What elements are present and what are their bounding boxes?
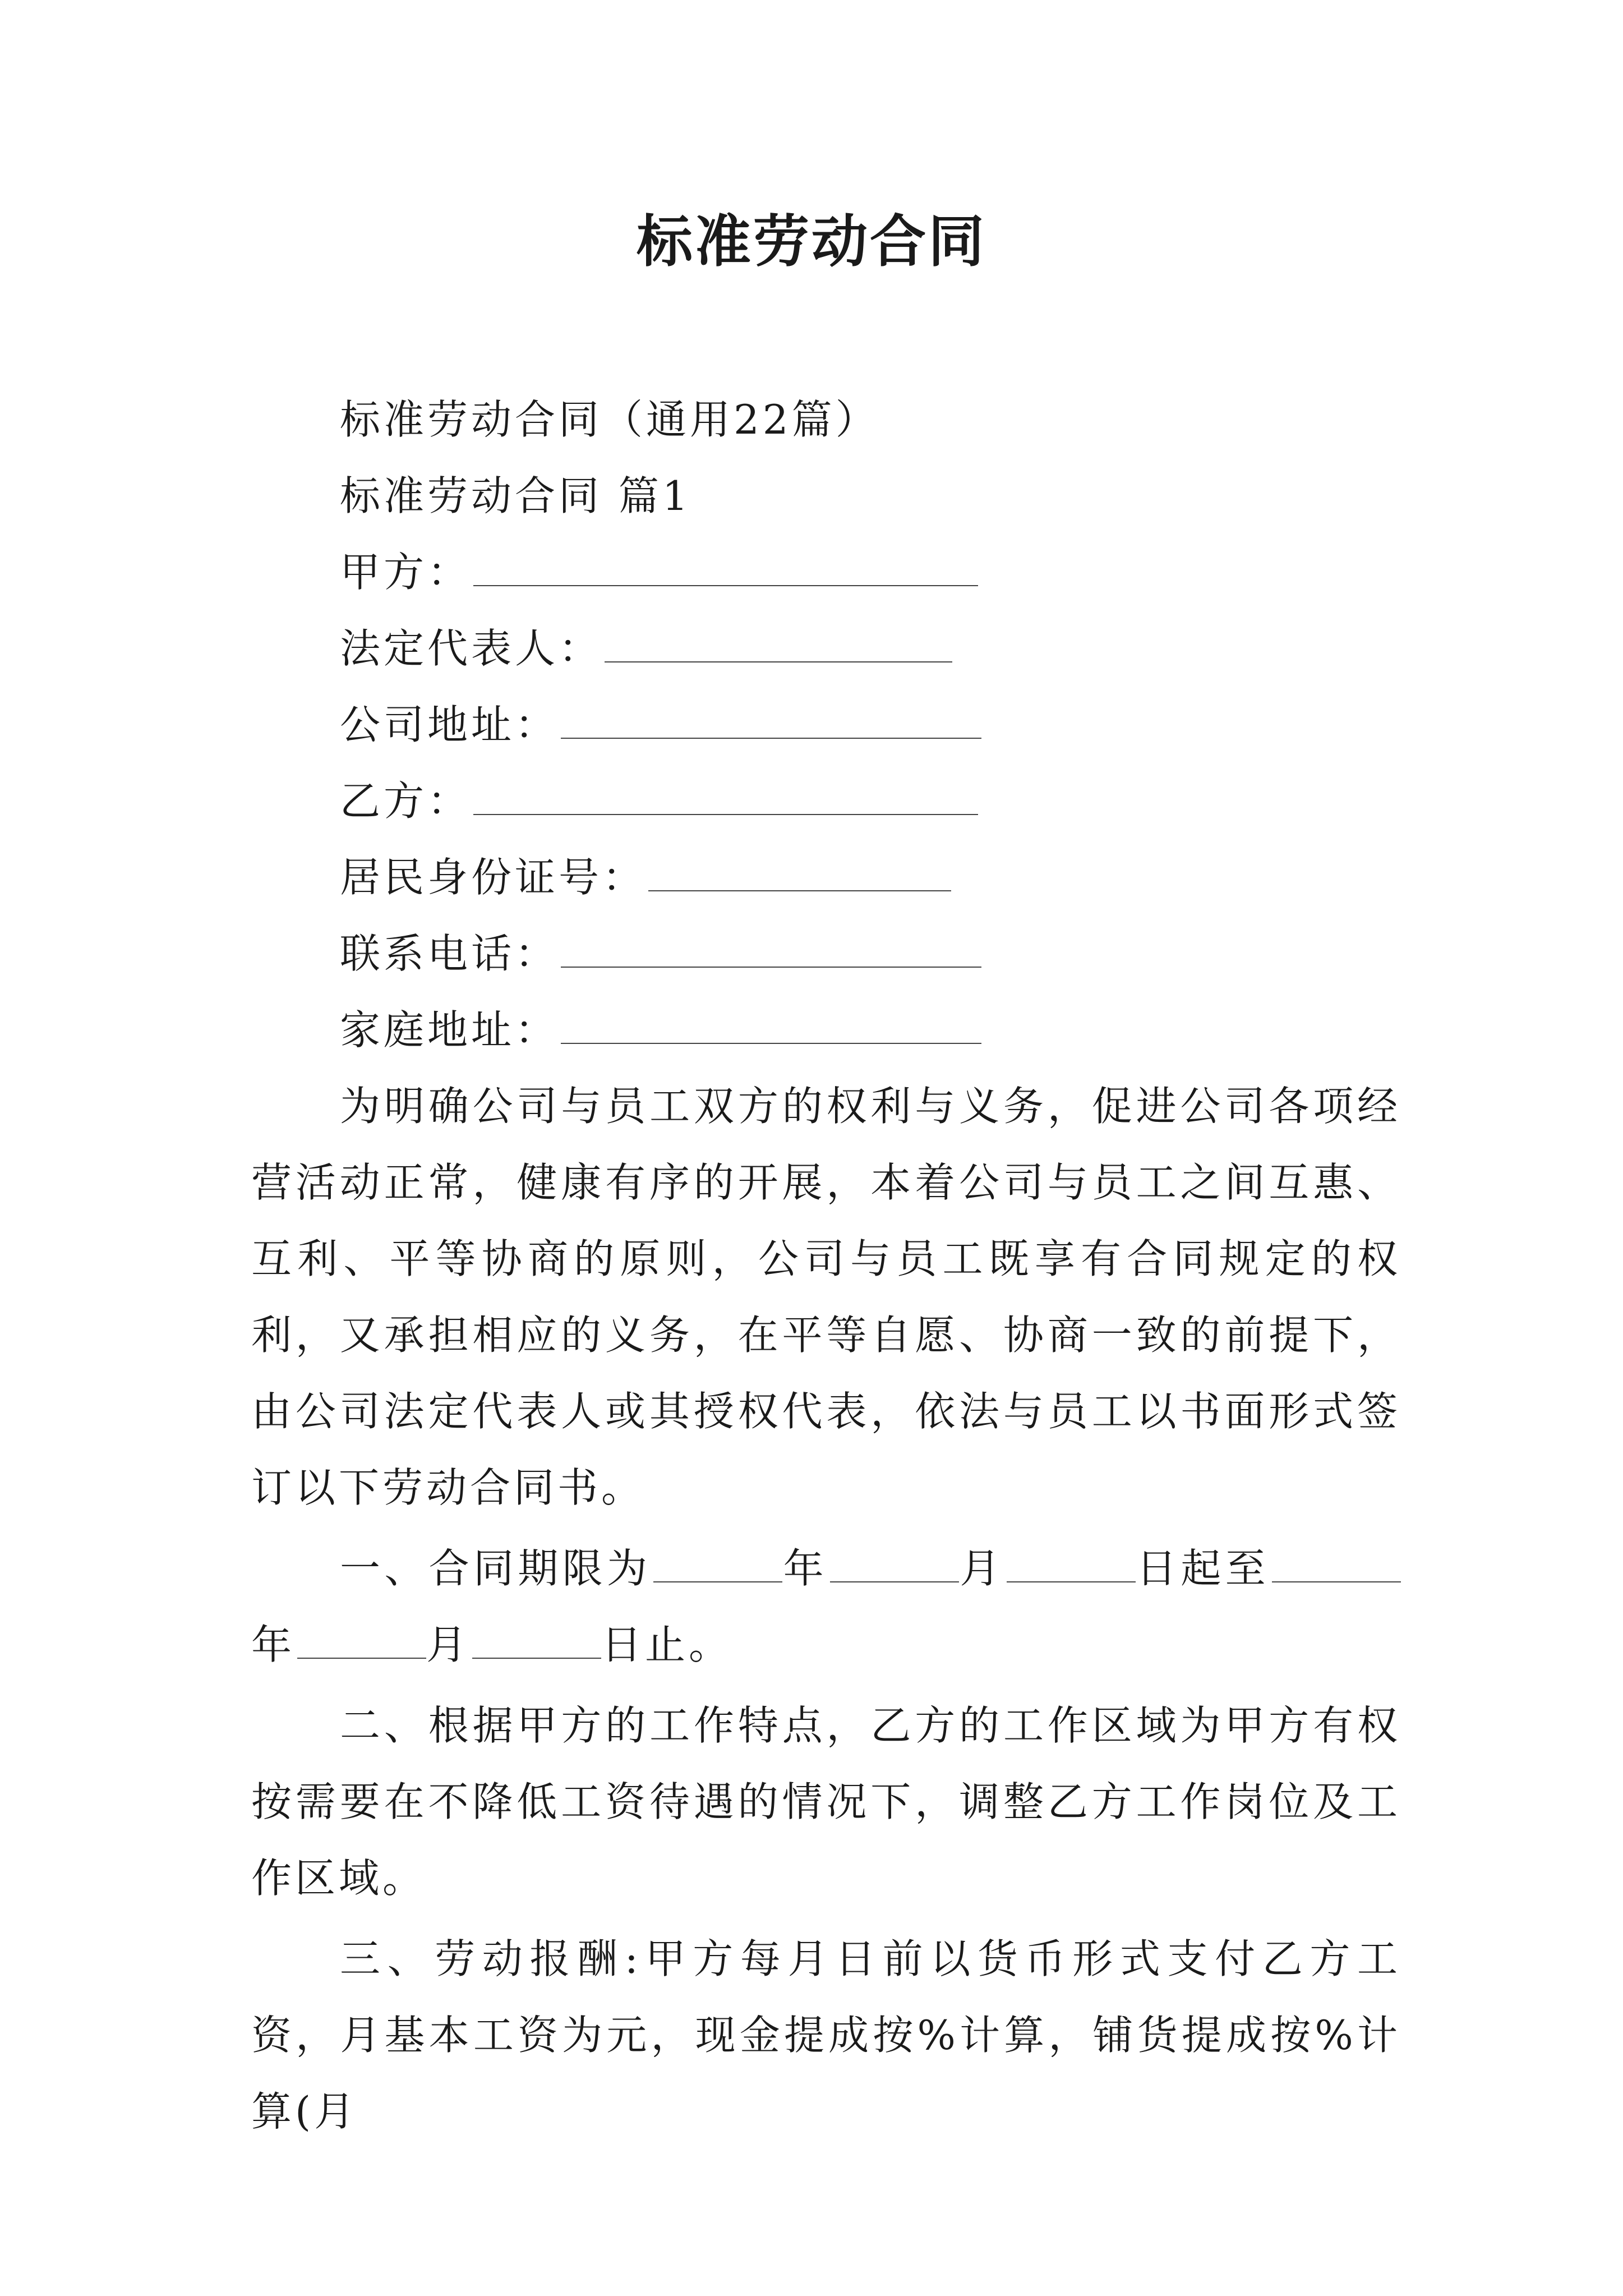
section-heading: 标准劳动合同 篇1 [340, 472, 691, 519]
fill-blank [472, 1624, 601, 1659]
intro-paragraph: 为明确公司与员工双方的权利与义务，促进公司各项经营活动正常，健康有序的开展，本着公司与员工之间互惠、互利、平等协商的原则，公司与员工既享有合同规定的权利，又承担相应的义务，在平等自愿、协商一致的前提下，由公司法定代表人或其授权代表，依法与员工以书面形式签订以下劳动合同书。 [251, 1083, 1401, 1511]
fill-blank [653, 1548, 782, 1582]
clause-term-day-end: 日止。 [601, 1621, 733, 1668]
fill-blank [648, 857, 951, 891]
fill-blank [1272, 1548, 1401, 1582]
fill-blank [830, 1548, 959, 1582]
clause-term-year-end: 年 [251, 1621, 296, 1668]
fill-blank [561, 1009, 981, 1044]
clause-term-year: 年 [782, 1545, 828, 1592]
fill-blank [605, 628, 952, 662]
field-id-number [251, 839, 1401, 915]
field-label: 乙方： [340, 777, 472, 825]
fill-blank [473, 780, 978, 815]
field-phone [251, 915, 1401, 992]
clause-term-month: 月 [958, 1545, 1004, 1592]
clause-term-day-from: 日起至 [1135, 1545, 1270, 1592]
clause-remuneration: 三、劳动报酬:甲方每月日前以货币形式支付乙方工资，月基本工资为元，现金提成按%计算，铺货提成按%计算(月 [251, 1935, 1401, 2135]
field-label: 家庭地址： [340, 1006, 559, 1053]
clause-term [251, 1530, 1401, 1683]
subtitle: 标准劳动合同（通用22篇） [340, 396, 879, 443]
field-party-b [251, 763, 1401, 839]
field-label: 公司地址： [340, 701, 559, 748]
field-company-address [251, 687, 1401, 763]
field-label: 联系电话： [340, 930, 559, 977]
clause-term-month-end: 月 [426, 1621, 471, 1668]
fill-blank [297, 1624, 426, 1659]
clause-term-prefix: 一、合同期限为 [340, 1545, 652, 1592]
field-label: 甲方： [340, 549, 472, 596]
field-home-address [251, 992, 1401, 1068]
field-label: 居民身份证号： [340, 854, 647, 901]
fill-blank [1007, 1548, 1136, 1582]
fill-blank [561, 704, 981, 739]
document-body [251, 381, 1401, 2150]
field-party-a [251, 534, 1401, 610]
fill-blank [561, 933, 981, 968]
clause-work-area: 二、根据甲方的工作特点，乙方的工作区域为甲方有权按需要在不降低工资待遇的情况下，调整乙方工作岗位及工作区域。 [251, 1702, 1401, 1902]
fill-blank [473, 551, 978, 586]
field-legal-rep [251, 610, 1401, 687]
field-label: 法定代表人： [340, 625, 603, 672]
document-title: 标准劳动合同 [637, 208, 986, 274]
